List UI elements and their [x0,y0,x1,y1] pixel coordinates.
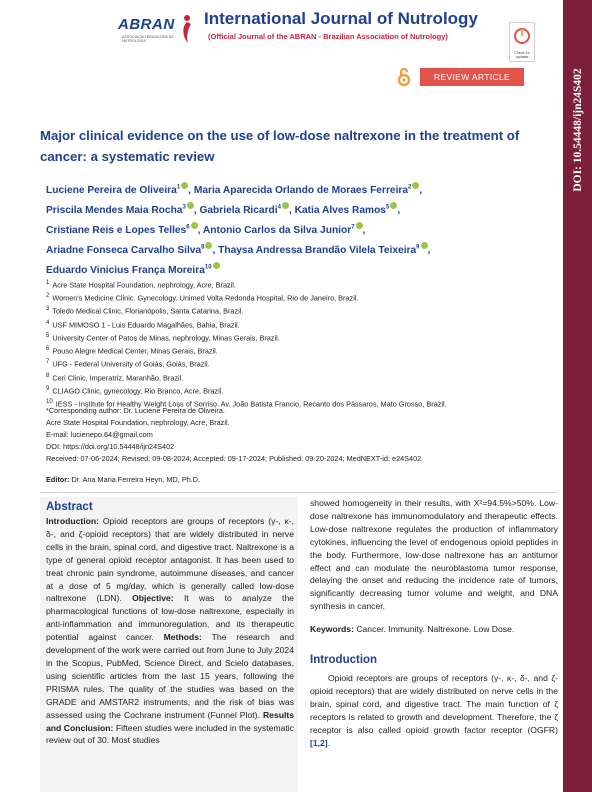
abstract-objective-text: It was to analyze the pharmacological functions of low-dose naltrexone, especially in anti-inflammation and immunoregulation, and its therapeutic potential against cancer. [46,593,295,643]
author-entry [46,205,199,216]
author-separator: , [197,225,203,237]
orcid-icon[interactable] [191,222,198,229]
author-separator: , [362,225,366,237]
orcid-icon[interactable] [421,242,428,249]
affiliation-number: 10 [46,398,53,405]
author-affiliation-number: 1 [176,185,181,191]
affiliation-number: 4 [46,319,50,326]
author-name[interactable]: Antonio Carlos da Silva Junior [202,225,352,237]
doi-link[interactable]: DOI: https://doi.org/10.54448/ijn24S402 [46,442,175,451]
orcid-icon[interactable] [282,202,289,209]
author-affiliation-number: 7 [351,224,355,231]
abran-logo-text: ABRAN [118,16,175,33]
author-separator: , [193,205,200,217]
affiliation-item [46,357,558,370]
abstract-objective-label: Objective: [132,593,174,604]
affiliation-text: University Center of Patos de Minas, nephrology, Minas Gerais, Brazil. [52,333,280,343]
affiliation-text: Acre State Hospital Foundation, nephrology, Acre, Brazil. [52,280,236,290]
abstract-heading: Abstract [46,501,93,513]
author-name[interactable]: Katia Alves Ramos [294,205,386,217]
author-name[interactable]: Cristiane Reis e Lopes Telles [46,225,187,237]
author-entry [46,245,218,256]
orcid-icon[interactable] [187,202,194,209]
affiliation-list [46,278,558,410]
author-name[interactable]: Priscila Mendes Maia Rocha [46,205,183,217]
introduction-end: . [327,737,331,748]
corresponding-author: *Corresponding author: Dr. Luciene Pereira de Oliveira. [46,406,225,415]
publication-dates: Received: 07-06-2024; Revised: 09-08-2024; Accepted: 09-17-2024; Published: 09-20-2024; MedNEXT-id: e24S402 [46,454,422,463]
author-affiliation-number: 9 [416,244,420,251]
author-affiliation-number: 3 [182,204,186,211]
author-separator: , [397,205,401,217]
abstract-continued: showed homogeneity in their results, with X²=94.5%>50%. Low-dose naltrexone has immunomodulatory and therapeutic effects. Low-dose naltrexone regulates the production of inflammatory cytokines, influencing the level of endogenous opioid peptides in the body. Furthermore, low-dose naltrexone has an antitumor effect and can modulate the neuroblastoma tumor response, delaying the onset and reducing the incidence rate of tumors, significantly decreasing tumor volume and weight, and DNA synthesis in cancer. [310,498,558,612]
affiliation-text: Toledo Medical Clinic, Florianópolis, Santa Catarina, Brazil. [52,306,244,316]
affiliation-number: 6 [46,346,50,353]
keywords-text: Cancer. Immunity. Naltrexone. Low Dose. [353,624,515,635]
author-affiliation-number: 6 [186,224,190,231]
abstract-intro-text: Opioid receptors are groups of receptors (γ-, κ-, δ-, and ζ-opioid receptors) that are widely distributed in nerve cells in the brain, spinal cord, and digestive tract. Naltrexone is a type of general opioid receptor antagonist. It has been used to treat chronic pain syndrome, autoimmune diseases, and cancer at a dose of 5 mg/day, which is generally called low-dose naltrexone (LDN). [46,516,294,604]
author-entry [46,185,194,196]
abran-logo-subtext: ASSOCIAÇÃO BRASILEIRA DE NUTROLOGIA [122,35,174,43]
author-entry [194,185,422,196]
affiliation-item [46,278,558,291]
divider [40,492,558,493]
abstract-body [40,515,298,747]
introduction-body [310,672,558,749]
abstract-intro-label: Introduction: [46,516,99,526]
open-access-icon [396,67,412,87]
author-separator: , [188,185,194,197]
affiliation-item [46,371,558,384]
editor-name: Dr. Ana Maria Ferreira Heyn, MD, Ph.D. [71,475,201,484]
keywords-label: Keywords: [310,624,354,635]
abstract-methods-text: The research and development of the work were carried out from June to July 2024 in the Scopus, PubMed, Science Direct, and Scielo databases, using scientific articles from the last 15 years, following the PRISMA rules. The quality of the studies was based on the GRADE and AMSTAR2 instruments, and the risk of bias was assessed using the Cochrane instrument (Funnel Plot). [46,632,294,720]
affiliation-text: Ceri Clinic, Imperatriz, Maranhão, Brazil. [52,372,184,382]
abstract-results-label: Results and Conclusion: [46,709,294,733]
author-affiliation-number: 2 [408,185,412,191]
author-name[interactable]: Gabriela Ricardi [199,205,278,217]
side-doi-text: DOI: 10.54448/ijn24S402 [571,68,584,192]
affiliation-number: 5 [46,332,50,339]
author-name[interactable]: Ariadne Fonseca Carvalho Silva [46,245,202,257]
affiliation-number: 1 [46,280,50,286]
corresponding-email[interactable]: E-mail: lucienepo.64@gmail.com [46,430,153,439]
side-doi [563,0,592,260]
correspondence-block [46,405,558,465]
corresponding-affiliation: Acre State Hospital Foundation, nephrology, Acre, Brazil. [46,418,230,427]
affiliation-item [46,344,558,357]
check-updates-label: Check for updates [514,51,530,59]
abstract-methods-label: Methods: [163,632,202,643]
affiliation-text: Pouso Alegre Medical Center, Minas Gerais, Brazil. [52,346,218,356]
affiliation-item [46,318,558,331]
author-name[interactable]: Eduardo Vinicius França Moreira [46,265,205,277]
orcid-icon[interactable] [356,222,363,229]
check-updates-icon [510,25,534,49]
author-name[interactable]: Maria Aparecida Orlando de Moraes Ferreira [193,185,409,197]
keywords [310,623,558,636]
article-type-badge: REVIEW ARTICLE [420,68,524,86]
affiliation-text: USF MIMOSO 1 - Luis Eduardo Magalhães, Bahia, Brazil. [52,320,240,330]
introduction-refs[interactable]: [1,2] [310,737,328,748]
affiliation-text: IESS - Institute for Healthy Weight Loss of Sorriso. Av. João Batista Francio, Recanto dos Pássaros, Mato Grosso, Brazil. [55,399,447,409]
author-entry [46,225,203,236]
editor-line [46,475,200,484]
author-separator: , [419,185,423,197]
author-entry [199,205,294,216]
author-separator: , [212,245,219,257]
affiliation-item [46,331,558,344]
abran-logo [116,10,198,46]
affiliation-text: UFG - Federal University of Goiás, Goiás, Brazil. [52,359,210,369]
author-name[interactable]: Luciene Pereira de Oliveira [46,185,177,197]
affiliation-item [46,384,558,397]
affiliation-text: CLIAGO Clinic, gynecology, Rio Branco, Acre, Brazil. [52,386,224,396]
author-entry [218,245,430,256]
right-column [310,497,558,792]
affiliation-number: 7 [46,359,50,366]
author-separator: , [427,245,431,257]
author-affiliation-number: 10 [204,264,212,271]
editor-label: Editor: [46,475,70,484]
check-for-updates-badge[interactable] [509,22,535,62]
orcid-icon[interactable] [213,262,220,269]
author-list [46,180,558,280]
author-entry [46,265,220,276]
affiliation-item [46,304,558,317]
affiliation-item [46,291,558,304]
abstract-section [40,497,298,792]
abstract-results-text: Fifteen studies were included in the systematic review out of 30. Most studies [46,722,294,746]
author-affiliation-number: 4 [277,204,281,211]
journal-subtitle: (Official Journal of the ABRAN - Brazilian Association of Nutrology) [208,32,448,41]
author-entry [203,225,366,236]
journal-title: International Journal of Nutrology [204,9,478,28]
author-entry [295,205,401,216]
affiliation-number: 8 [46,372,50,379]
introduction-heading: Introduction [310,654,378,667]
article-title: Major clinical evidence on the use of low-dose naltrexone in the treatment of cancer: a systematic review [40,128,520,164]
author-name[interactable]: Thaysa Andressa Brandão Vilela Teixeira [218,245,417,257]
author-affiliation-number: 5 [385,204,390,211]
affiliation-number: 2 [46,293,50,300]
affiliation-text: Women's Medicine Clinic. Gynecology. Unimed Volta Redonda Hospital, Rio de Janeiro, Brazil. [52,293,359,303]
affiliation-number: 3 [46,306,50,313]
author-affiliation-number: 8 [201,244,205,251]
author-separator: , [288,205,295,217]
affiliation-number: 9 [46,385,50,392]
introduction-text: Opioid receptors are groups of receptors (γ-, κ-, δ-, and ζ-opioid receptors) that are widely distributed on nerve cells in the brain, spinal cord, and digestive tract. The main function of ζ receptors is related to growth and development. Therefore, the ζ receptor is also called opioid growth factor receptor (OGFR) [310,673,558,735]
